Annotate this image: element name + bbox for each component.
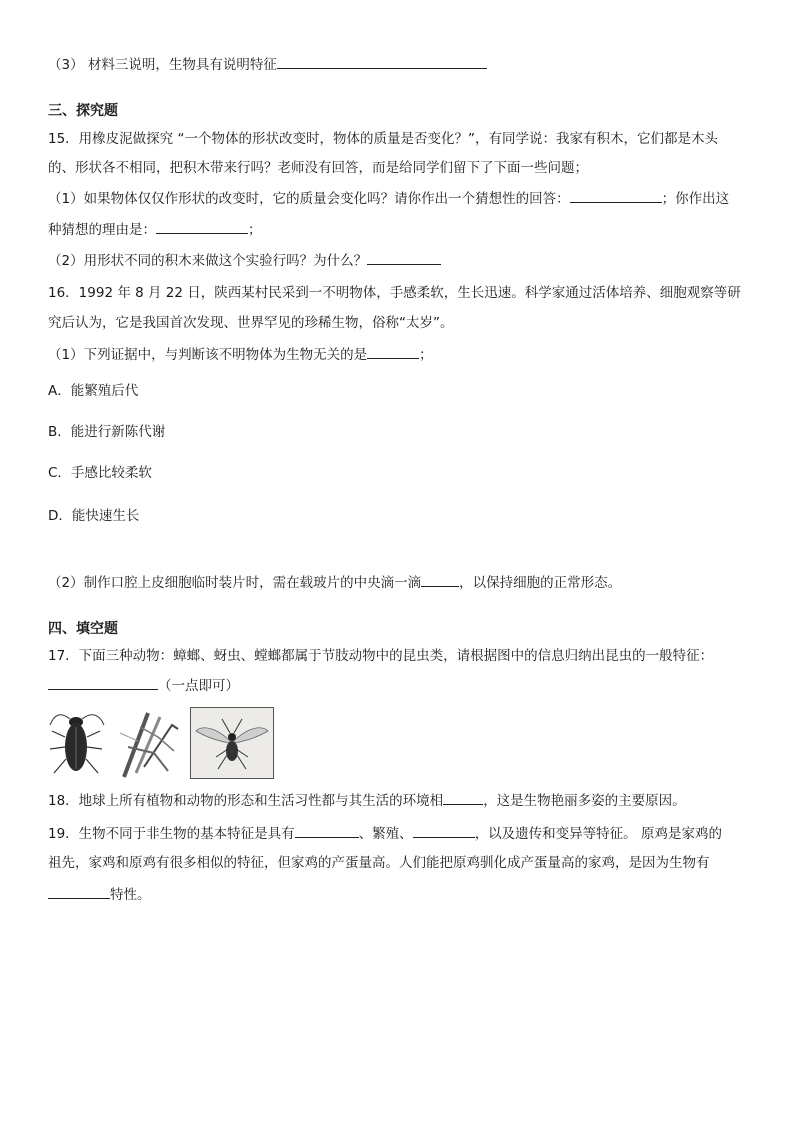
- cockroach-image: [46, 707, 108, 779]
- question-16-2-end: ，以保持细胞的正常形态。: [459, 575, 622, 591]
- question-16-1-text: （1）下列证据中，与判断该不明物体为生物无关的是: [48, 347, 368, 363]
- answer-blank[interactable]: [413, 823, 475, 838]
- question-15-1-reason-text: 种猜想的理由是：: [48, 222, 156, 238]
- question-15-1-cont: ；你作出这: [661, 191, 730, 207]
- question-19-line-2: 祖先，家鸡和原鸡有很多相似的特征，但家鸡的产蛋量高。人们能把原鸡驯化成产蛋量高的家鸡，是因为生物有: [48, 855, 710, 871]
- aphid-image: [190, 707, 274, 779]
- answer-blank[interactable]: [443, 790, 483, 805]
- question-16-1: [48, 344, 433, 365]
- question-18-end: ，这是生物艳丽多姿的主要原因。: [483, 793, 686, 809]
- answer-blank[interactable]: [367, 344, 419, 359]
- question-15-line-2: 的、形状各不相同，把积木带来行吗？老师没有回答，而是给同学们留下了下面一些问题；: [48, 160, 588, 176]
- mantis-image: [114, 707, 184, 779]
- option-a[interactable]: A．能繁殖后代: [48, 383, 139, 399]
- question-19-text-b: 、繁殖、: [358, 826, 413, 842]
- question-15-1-text: （1）如果物体仅仅作形状的改变时，它的质量会变化吗？请你作出一个猜想性的回答：: [48, 191, 570, 207]
- question-16-line-1: 16．1992 年 8 月 22 日，陕西某村民采到一不明物体，手感柔软，生长迅速。科学家通过活体培养、细胞观察等研: [48, 285, 741, 301]
- question-17-answer-line: [48, 675, 239, 696]
- option-b[interactable]: B．能进行新陈代谢: [48, 424, 166, 440]
- option-c[interactable]: C．手感比较柔软: [48, 465, 152, 481]
- answer-blank[interactable]: [570, 188, 662, 203]
- answer-blank[interactable]: [295, 823, 359, 838]
- question-17-line-1: 17．下面三种动物：蟑螂、蚜虫、螳螂都属于节肢动物中的昆虫类，请根据图中的信息归纳出昆虫的一般特征：: [48, 648, 714, 664]
- question-15-1-reason-end: ；: [248, 222, 262, 238]
- question-14-3-text: （3） 材料三说明，生物具有说明特征: [48, 57, 277, 73]
- question-16-2: [48, 572, 621, 593]
- question-19-text-c: ，以及遗传和变异等特征。 原鸡是家鸡的: [474, 826, 722, 842]
- answer-blank[interactable]: [48, 884, 110, 899]
- question-17-hint: （一点即可）: [158, 678, 239, 694]
- question-16-2-text: （2）制作口腔上皮细胞临时装片时，需在载玻片的中央滴一滴: [48, 575, 422, 591]
- question-15-1: [48, 188, 729, 209]
- question-18-text: 18．地球上所有植物和动物的形态和生活习性都与其生活的环境相: [48, 793, 444, 809]
- question-15-2-text: （2）用形状不同的积木来做这个实验行吗？为什么？: [48, 253, 368, 269]
- answer-blank[interactable]: [277, 54, 487, 69]
- question-19-line-3: [48, 884, 151, 905]
- question-15-line-1: 15．用橡皮泥做探究 “一个物体的形状改变时，物体的质量是否变化？”，有同学说：我家有积木，它们都是木头: [48, 131, 718, 147]
- question-16-line-2: 究后认为，它是我国首次发现、世界罕见的珍稀生物，俗称“太岁”。: [48, 315, 454, 331]
- section-3-heading: 三、探究题: [48, 103, 118, 119]
- question-14-3: [48, 54, 487, 75]
- question-19-line-1: [48, 823, 722, 844]
- answer-blank[interactable]: [48, 675, 158, 690]
- option-d[interactable]: D．能快速生长: [48, 508, 140, 524]
- question-19-text-a: 19．生物不同于非生物的基本特征是具有: [48, 826, 295, 842]
- answer-blank[interactable]: [421, 572, 459, 587]
- question-19-end: 特性。: [110, 887, 151, 903]
- section-4-heading: 四、填空题: [48, 621, 118, 637]
- question-18: [48, 790, 686, 811]
- answer-blank[interactable]: [367, 250, 441, 265]
- answer-blank[interactable]: [156, 219, 248, 234]
- question-15-2: [48, 250, 441, 271]
- question-16-1-end: ；: [419, 347, 433, 363]
- question-15-1-reason: [48, 219, 262, 240]
